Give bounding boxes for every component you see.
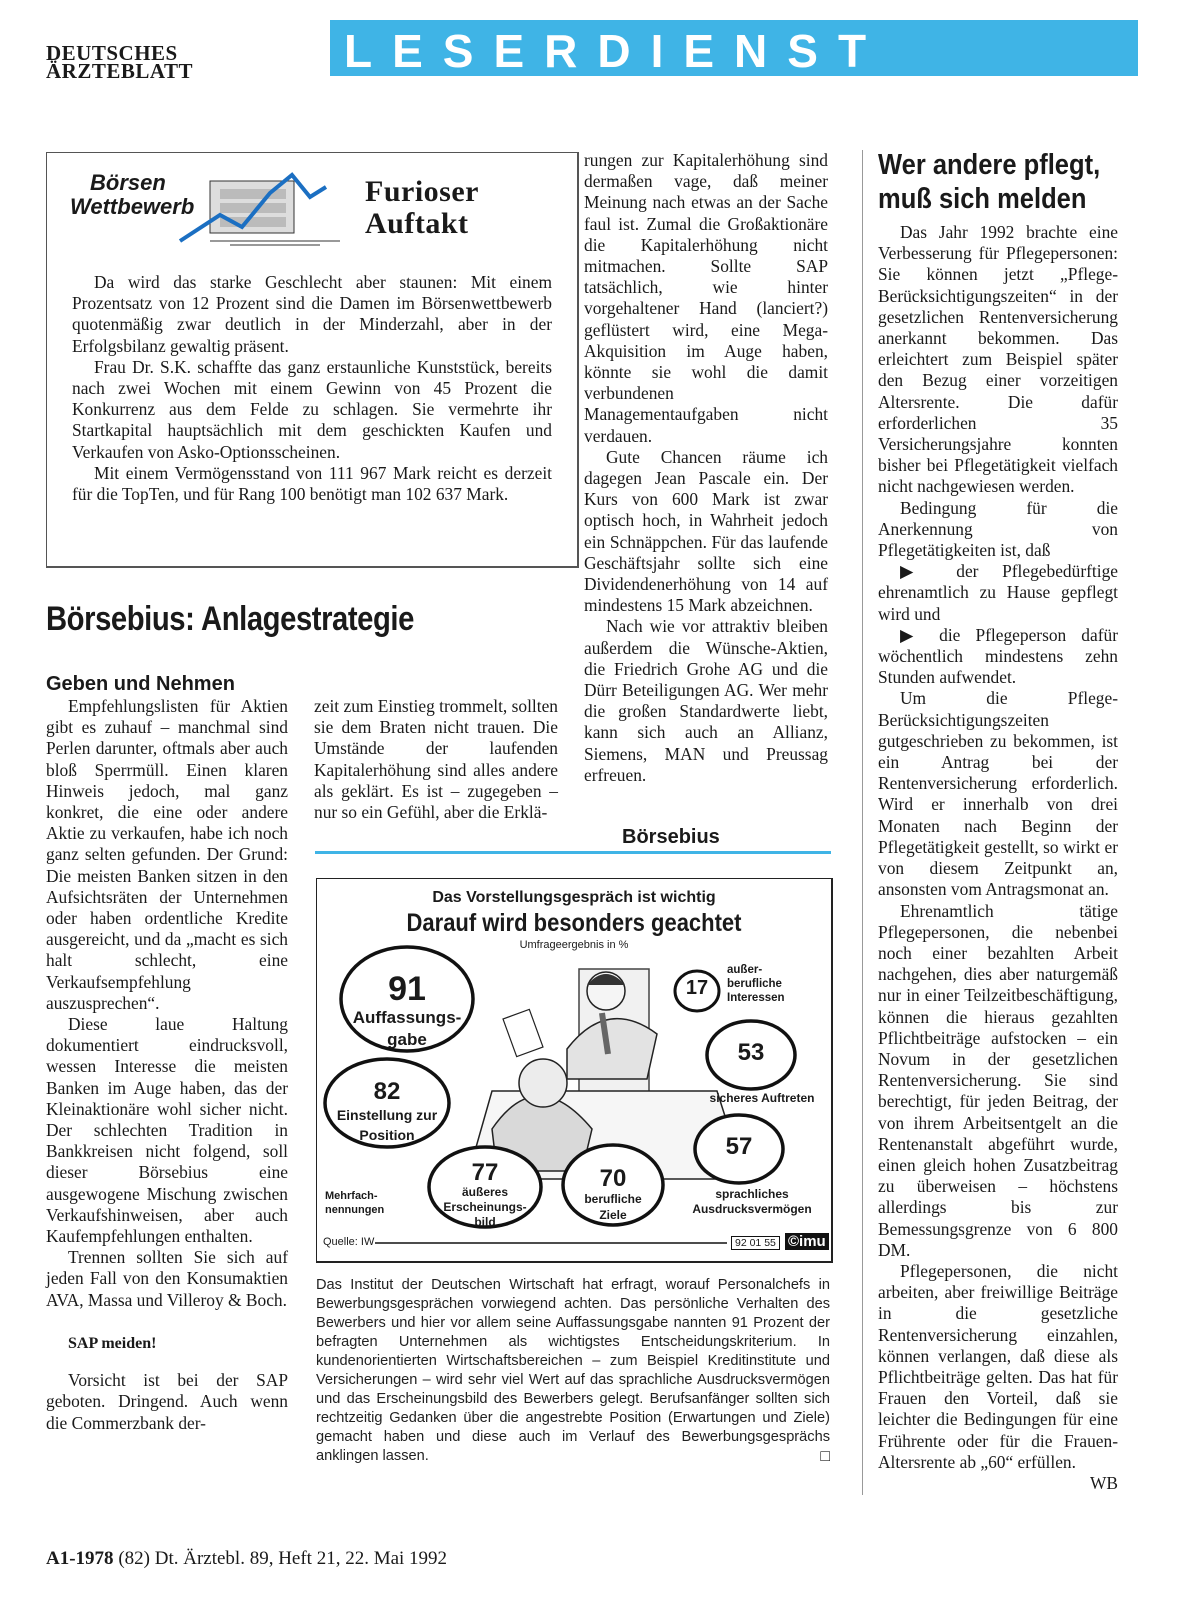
article-signature: Börsebius <box>622 826 720 848</box>
item-berufliche-ziele <box>563 1167 663 1223</box>
article-paragraph: zeit zum Einstieg trommelt, sollten sie dem Braten nicht trauen. Die Umstände der laufenden Kapitalerhöhung sind alles andere als geklärt. Es ist – zugegeben – nur so ein Gefühl, aber die Erklä- <box>314 696 558 823</box>
right-article-body <box>878 222 1118 1494</box>
right-paragraph: Das Jahr 1992 brachte eine Verbesserung für Pflegepersonen: Sie können jetzt „Pflege-Berücksichtigungszeiten“ in der gesetzlichen Rentenversicherung anerkannt bekommen. Das erleichtert zum Beispiel später den Bezug einer vorzeitigen Altersrente. Die dafür erforderlichen 35 Versicherungsjahre konnten bisher bei Pflegetätigkeit vielfach nicht nachgewiesen werden. <box>878 222 1118 497</box>
article-column-2 <box>314 696 558 823</box>
section-banner <box>330 20 1138 76</box>
item-label: berufliche <box>584 1192 642 1206</box>
page-number: A1-1978 <box>46 1548 114 1569</box>
right-paragraph <box>878 1260 1118 1493</box>
right-paragraph-text: Pflegepersonen, die nicht arbeiten, aber freiwillige Beiträge in die gesetzliche Rentenversicherung einzahlen, können verlangen, daß diese als Pflichtbeiträge gelten. Das hat für Frauen den Vorteil, daß sie leichter die Bedingungen für eine Frührente oder für die Frauen-Altersrente ab „60“ erfüllen. <box>878 1260 1118 1472</box>
bullet-triangle-icon: ▶ <box>900 624 940 645</box>
item-label: äußeres <box>461 1185 509 1199</box>
item-auffassungsgabe <box>341 971 473 1051</box>
contest-paragraph: Frau Dr. S.K. schaffte das ganz erstaunliche Kunststück, bereits nach zwei Wochen mit einem Gewinn von 45 Prozent die Konkurrenz aus dem Felde zu schlagen. Sie vermehrte ihr Startkapital hauptsächlich mit dem geschickten Kaufen und Verkaufen von Asko-Optionsscheinen. <box>72 356 552 462</box>
contest-paragraph: Da wird das starke Geschlecht aber staunen: Mit einem Prozentsatz von 12 Prozent sind die Damen im Börsenwettbewerb quotenmäßig zwar deutlich in der Minderzahl, aber in der Erfolgsbilanz gewaltig präsent. <box>72 272 552 356</box>
article-paragraph: Trennen sollten Sie sich auf jeden Fall von den Konsumaktien AVA, Massa und Villeroy & Boch. <box>46 1247 288 1310</box>
right-article-title-line2: muß sich melden <box>878 183 1087 215</box>
article-paragraph: Empfehlungslisten für Aktien gibt es zuhauf – manchmal sind Perlen darunter, oftmals aber auch bloß Sperrmüll. Einen klaren Hinweis jedoch, mal ganz konkret, die eine oder andere Aktie zu verkaufen, habe ich noch ganz selten gefunden. Der Grund: Die meisten Banken sitzen in den Aufsichtsräten der Unternehmen oder haben ordentliche Kredite ausgereicht, und da „macht es sich halt schlecht, eine Verkaufsempfehlung auszusprechen“. <box>46 696 288 1013</box>
infographic-title: Darauf wird besonders geachtet <box>406 909 742 937</box>
contest-headline-line1: Furioser <box>365 175 479 208</box>
article-paragraph: rungen zur Kapitalerhöhung sind dermaßen vage, daß meiner Meinung nach etwas an der Sache faul ist. Zumal die Großaktionäre die Kapitalerhöhung nicht mitmachen. Sollte SAP tatsächlich, wie hinter vorgehaltener Hand (lanciert?) geflüstert wird, eine Mega-Akquisition im Auge haben, könnte sie wohl die damit verbundenen Managementaufgaben nicht verdauen. <box>584 150 828 446</box>
item-label: Ausdrucksvermögen <box>692 1202 812 1216</box>
article-title: Börsebius: Anlagestrategie <box>46 600 414 638</box>
logo-word1: Börsen <box>90 170 166 195</box>
item-label: Interessen <box>727 992 785 1004</box>
infographic-kicker: Das Vorstellungsgespräch ist wichtig <box>432 889 716 906</box>
article-column-1 <box>46 696 288 1434</box>
right-bullet <box>878 561 1118 625</box>
item-label: sicheres Auftreten <box>709 1091 815 1105</box>
source-note: Quelle: IW <box>323 1236 375 1248</box>
item-label: Auffassungs- <box>352 1008 462 1027</box>
item-label: gabe <box>387 1030 427 1049</box>
item-sprachlich <box>677 1187 827 1217</box>
infographic <box>316 878 833 1263</box>
item-label: Position <box>359 1127 415 1143</box>
right-paragraph: Bedingung für die Anerkennung von Pflegetätigkeiten ist, daß <box>878 497 1118 561</box>
item-label: Erscheinungs- <box>443 1200 527 1214</box>
multiple-answers-note <box>325 1189 384 1217</box>
issue-info: (82) Dt. Ärztebl. 89, Heft 21, 22. Mai 1992 <box>118 1548 448 1569</box>
bullet-text: der Pflegebedürftige ehrenamtlich zu Hause gepflegt wird und <box>878 561 1118 624</box>
box-bottom-rule <box>46 566 576 567</box>
bullet-triangle-icon: ▶ <box>900 561 957 582</box>
contest-paragraph: Mit einem Vermögensstand von 111 967 Mark reicht es derzeit für die TopTen, und für Rang 100 benötigt man 102 637 Mark. <box>72 462 552 505</box>
masthead-line1: DEUTSCHES <box>46 41 178 65</box>
item-erscheinungsbild <box>429 1161 541 1230</box>
item-label: Ziele <box>599 1208 627 1222</box>
item-value: 82 <box>373 1078 401 1105</box>
right-bullet <box>878 625 1118 689</box>
item-label: außer- <box>727 964 763 976</box>
article-paragraph: Gute Chancen räume ich dagegen Jean Pascale ein. Der Kurs von 600 Mark ist zwar optisch hoch, in Wahrheit jedoch ein Schnäppchen. Für das laufende Geschäftsjahr sollte sich eine Dividendenerhöhung von 14 auf mindestens 15 Mark abzeichnen. <box>584 446 828 616</box>
article-subtitle: Geben und Nehmen <box>46 673 235 695</box>
item-ausserberuflich <box>727 963 817 1005</box>
logo-word2: Wettbewerb <box>70 194 195 219</box>
item-value: 53 <box>737 1039 765 1066</box>
item-label: sprachliches <box>715 1187 789 1201</box>
imu-logo: ©imu <box>785 1233 829 1250</box>
item-value: 77 <box>471 1159 499 1186</box>
item-einstellung <box>325 1079 449 1145</box>
right-article-title-line1: Wer andere pflegt, <box>878 149 1101 181</box>
item-label: Einstellung zur <box>336 1107 438 1123</box>
end-mark: □ <box>820 1448 830 1465</box>
article-paragraph: Diese laue Haltung dokumentiert eindrucksvoll, wessen Interesse die meisten Banken im Auge haben, das der Kleinaktionäre wohl sicher nicht. Der schlechten Tradition in Bankkreisen nicht folgend, soll dieser Börsebius eine ausgewogene Mischung zwischen Verkaufshinweisen, aber auch Kaufempfehlungen enthalten. <box>46 1014 288 1247</box>
item-value: 91 <box>388 970 426 1008</box>
page-footer <box>46 1548 447 1570</box>
figure-top-rule <box>315 851 831 854</box>
item-value: 70 <box>599 1165 627 1192</box>
right-signature: WB <box>1089 1472 1118 1493</box>
infographic-unit: Umfrageergebnis in % <box>519 939 629 951</box>
item-label: bild <box>474 1215 496 1229</box>
contest-headline-line2: Auftakt <box>365 207 469 240</box>
column-divider <box>862 150 863 1495</box>
right-paragraph: Um die Pflege-Berücksichtigungszeiten gutgeschrieben zu bekommen, ist ein Antrag bei der Rentenversicherung erforderlich. Wird er innerhalb von drei Monaten nach Beginn der Pflegetätigkeit gestellt, so wirkt er von diesem Zeitpunkt an, ansonsten vom Antragsmonat an. <box>878 688 1118 900</box>
section-banner-label: LESERDIENST <box>344 25 887 77</box>
right-paragraph: Ehrenamtlich tätige Pflegepersonen, die nebenbei noch einer bezahlten Arbeit nachgehen, dies aber naturgemäß nur in einer Teilzeitbeschäftigung, können die hieraus gezahlten Pflichtbeiträge aufstocken – ein Novum in der gesetzlichen Rentenversicherung. Sie sind berechtigt, für jeden Beitrag, der von ihrem Arbeitsentgelt an die Rentenanstalt abgeführt wurde, einen gleich hohen Zusatzbeitrag zu überweisen – höchstens allerdings bis zur Bemessungsgrenze von 6 800 DM. <box>878 900 1118 1260</box>
masthead <box>46 41 193 83</box>
contest-headline <box>365 176 479 240</box>
article-subhead: SAP meiden! <box>68 1334 157 1352</box>
bullet-text: die Pflegeperson dafür wöchentlich mindestens zehn Stunden aufwendet. <box>878 624 1118 688</box>
note-line: nennungen <box>325 1204 385 1216</box>
figure-caption <box>316 1276 830 1466</box>
item-value: 17 <box>685 977 709 999</box>
note-line: Mehrfach- <box>325 1190 378 1202</box>
right-article-title <box>878 148 1100 216</box>
graphic-code: 92 01 55 <box>731 1236 780 1250</box>
contest-body <box>72 272 552 505</box>
article-paragraph: Nach wie vor attraktiv bleiben außerdem die Wünsche-Aktien, die Friedrich Grohe AG und die Dürr Beteiligungen AG. Wer mehr die großen Standardwerte liebt, kann sich auch an Allianz, Siemens, MAN und Preussag erfreuen. <box>584 616 828 785</box>
article-paragraph: Vorsicht ist bei der SAP geboten. Dringend. Auch wenn die Commerzbank der- <box>46 1370 288 1433</box>
contest-logo <box>70 163 340 253</box>
item-label: berufliche <box>727 978 782 990</box>
masthead-line2: ÄRZTEBLATT <box>46 59 193 83</box>
figure-caption-text: Das Institut der Deutschen Wirtschaft hat erfragt, worauf Personalchefs in Bewerbungsgesprächen vorwiegend achten. Das persönliche Verhalten des Bewerbers und hier vor allem seine Auffassungsgabe nannten 91 Prozent der befragten Unternehmen als wichtigstes Entscheidungskriterium. In kundenorientierten Wirtschaftsbereichen – zum Beispiel Kreditinstitute und Versicherungen – wird sehr viel Wert auf das sprachliche Ausdrucksvermögen und das Erscheinungsbild des Bewerbers gelegt. Berufsanfänger sollten sich rechtzeitig Gedanken über die angestrebte Position (Erwartungen und Ziele) gemacht haben und diese auch im Verlauf des Bewerbungsgesprächs anklingen lassen. <box>316 1277 830 1464</box>
article-column-3 <box>584 150 828 786</box>
item-value: 57 <box>725 1133 753 1160</box>
